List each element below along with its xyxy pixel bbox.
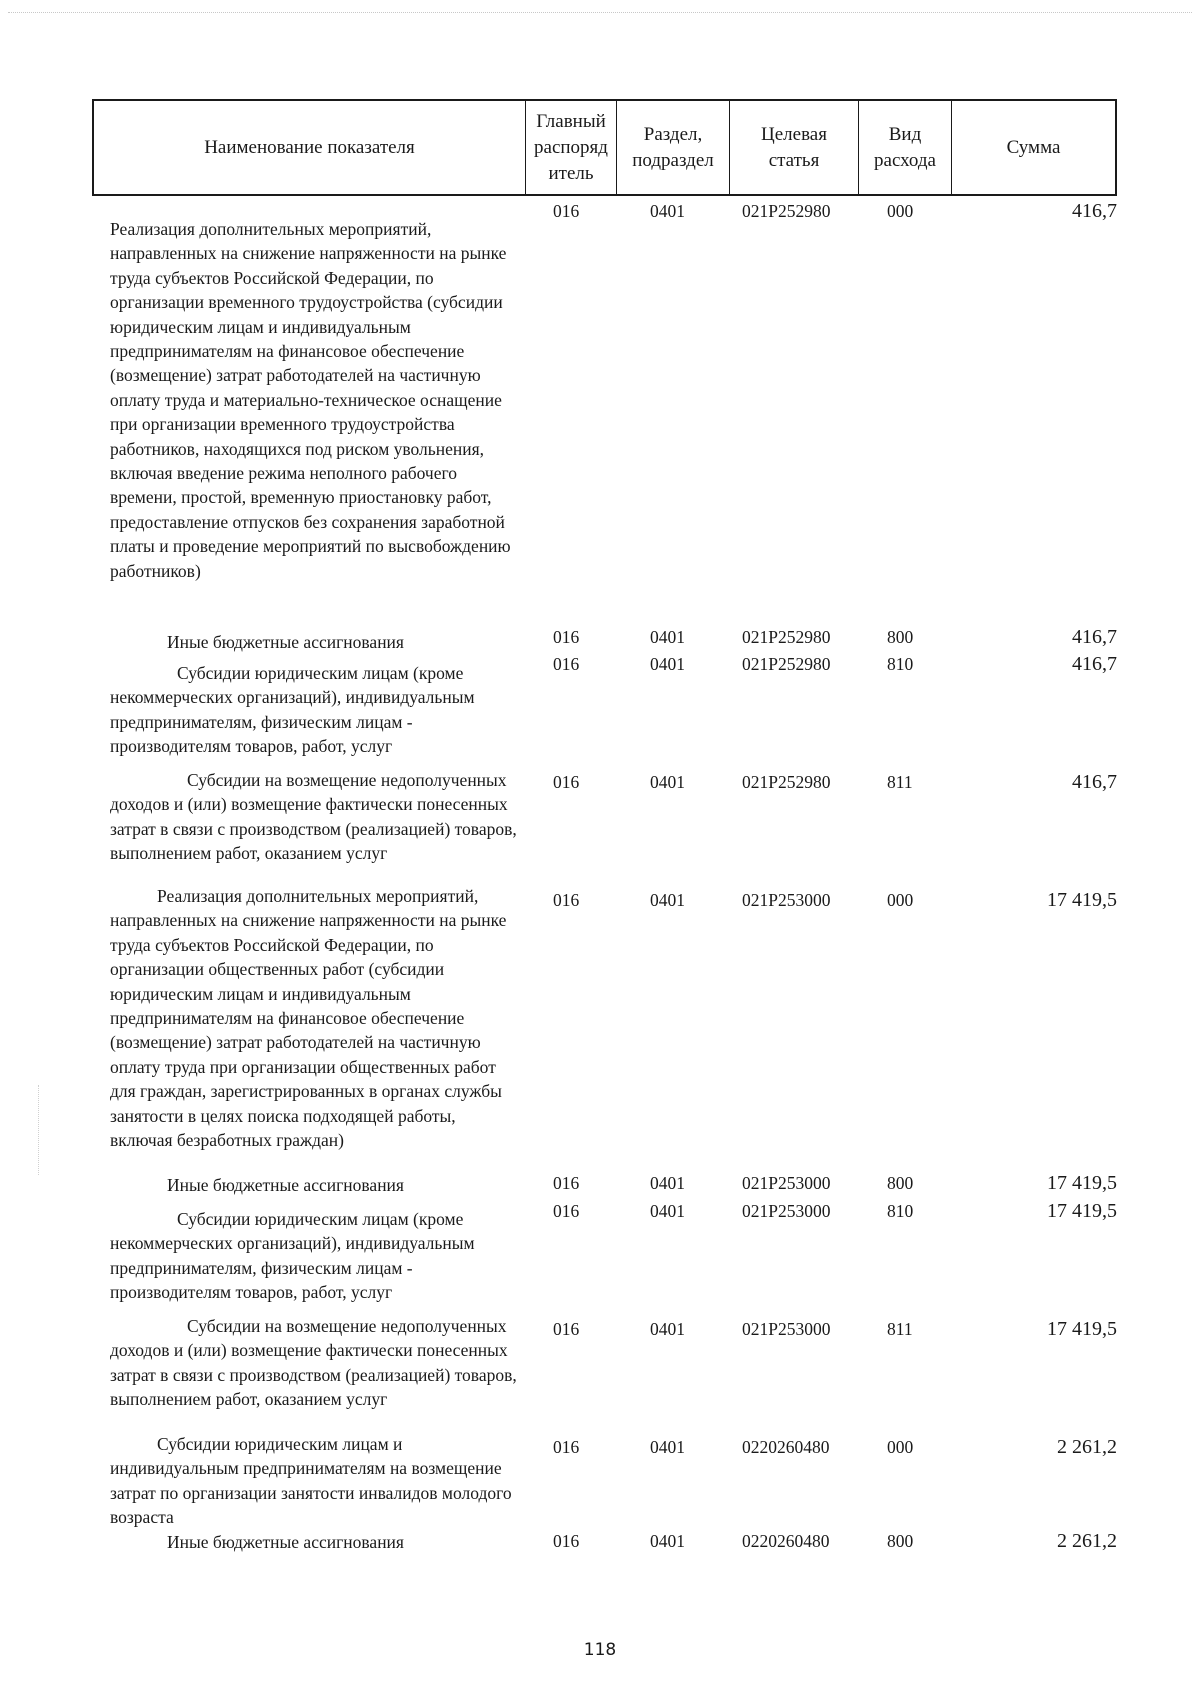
scan-top-edge (8, 12, 1192, 13)
row-vid: 811 (887, 772, 913, 792)
row-vid: 800 (887, 1173, 914, 1193)
row-celevaya: 021P253000 (742, 1173, 831, 1193)
row-summa: 17 419,5 (1047, 1200, 1117, 1222)
row-name: Иные бюджетные ассигнования (167, 632, 404, 652)
row-name: Субсидии на возмещение недополученных доходов и (или) возмещение фактически понесенных затрат в связи с производством (реализацией) товаров, выполнением работ, оказанием услуг (110, 1316, 517, 1410)
row-glav: 016 (553, 201, 580, 221)
row-name: Субсидии юридическим лицам (кроме некоммерческих организаций), индивидуальным предпринимателям, физическим лицам - производителям товаров, работ, услуг (110, 1209, 475, 1303)
row-razdel: 0401 (650, 890, 685, 910)
header-summa: Сумма (951, 101, 1115, 194)
row-vid: 000 (887, 201, 914, 221)
row-glav: 016 (553, 654, 580, 674)
row-celevaya: 021P253000 (742, 1201, 831, 1221)
row-vid: 000 (887, 890, 914, 910)
row-celevaya: 021P253000 (742, 1319, 831, 1339)
row-summa: 17 419,5 (1047, 889, 1117, 911)
row-name: Субсидии юридическим лицам и индивидуальным предпринимателям на возмещение затрат по организации занятости инвалидов молодого возраста (110, 1434, 512, 1528)
row-glav: 016 (553, 1531, 580, 1551)
page-number: 118 (583, 1640, 617, 1660)
header-razdel: Раздел, подраздел (616, 101, 729, 194)
scan-margin-mark (38, 1085, 40, 1175)
row-summa: 17 419,5 (1047, 1172, 1117, 1194)
row-name: Реализация дополнительных мероприятий, направленных на снижение напряженности на рынке труда субъектов Российской Федерации, по организации временного трудоустройства (субсидии юридическим лицам и индивидуальным предпринимателям на финансовое обеспечение (возмещение) затрат работодателей на частичную оплату труда и материально-техническое оснащение при организации временного трудоустройства работников, находящихся под риском увольнения, включая введение режима неполного рабочего времени, простой, временную приостановку работ, предоставление отпусков без сохранения заработной платы и проведение мероприятий по высвобождению работников) (110, 219, 511, 581)
row-vid: 800 (887, 627, 914, 647)
row-summa: 2 261,2 (1057, 1530, 1117, 1552)
header-glav: Главный распоряд итель (525, 101, 616, 194)
row-glav: 016 (553, 1201, 580, 1221)
row-glav: 016 (553, 890, 580, 910)
row-summa: 17 419,5 (1047, 1318, 1117, 1340)
row-razdel: 0401 (650, 1201, 685, 1221)
row-summa: 2 261,2 (1057, 1436, 1117, 1458)
row-razdel: 0401 (650, 627, 685, 647)
row-glav: 016 (553, 772, 580, 792)
row-summa: 416,7 (1072, 626, 1117, 648)
row-name: Иные бюджетные ассигнования (167, 1175, 404, 1195)
row-glav: 016 (553, 1319, 580, 1339)
row-glav: 016 (553, 1437, 580, 1457)
row-razdel: 0401 (650, 1319, 685, 1339)
row-vid: 000 (887, 1437, 914, 1457)
header-name: Наименование показателя (204, 136, 415, 158)
row-celevaya: 021P252980 (742, 627, 831, 647)
row-name: Иные бюджетные ассигнования (167, 1532, 404, 1552)
row-razdel: 0401 (650, 1531, 685, 1551)
row-celevaya: 021P252980 (742, 654, 831, 674)
row-summa: 416,7 (1072, 653, 1117, 675)
row-razdel: 0401 (650, 201, 685, 221)
row-summa: 416,7 (1072, 771, 1117, 793)
row-glav: 016 (553, 1173, 580, 1193)
row-name: Субсидии на возмещение недополученных доходов и (или) возмещение фактически понесенных затрат в связи с производством (реализацией) товаров, выполнением работ, оказанием услуг (110, 770, 517, 864)
row-name: Реализация дополнительных мероприятий, направленных на снижение напряженности на рынке труда субъектов Российской Федерации, по организации общественных работ (субсидии юридическим лицам и индивидуальным предпринимателям на финансовое обеспечение (возмещение) затрат работодателей на частичную оплату труда при организации общественных работ для граждан, зарегистрированных в органах службы занятости в целях поиска подходящей работы, включая безработных граждан) (110, 886, 507, 1151)
row-celevaya: 0220260480 (742, 1437, 830, 1457)
header-vid: Вид расхода (858, 101, 951, 194)
header-celevaya: Целевая статья (729, 101, 858, 194)
row-vid: 810 (887, 654, 914, 674)
row-razdel: 0401 (650, 1173, 685, 1193)
row-razdel: 0401 (650, 1437, 685, 1457)
row-summa: 416,7 (1072, 200, 1117, 222)
row-celevaya: 021P252980 (742, 772, 831, 792)
row-razdel: 0401 (650, 772, 685, 792)
row-vid: 810 (887, 1201, 914, 1221)
row-celevaya: 0220260480 (742, 1531, 830, 1551)
row-glav: 016 (553, 627, 580, 647)
row-celevaya: 021P252980 (742, 201, 831, 221)
row-razdel: 0401 (650, 654, 685, 674)
row-vid: 811 (887, 1319, 913, 1339)
table-header (92, 99, 1117, 196)
row-celevaya: 021P253000 (742, 890, 831, 910)
row-name: Субсидии юридическим лицам (кроме некоммерческих организаций), индивидуальным предпринимателям, физическим лицам - производителям товаров, работ, услуг (110, 663, 475, 757)
row-vid: 800 (887, 1531, 914, 1551)
